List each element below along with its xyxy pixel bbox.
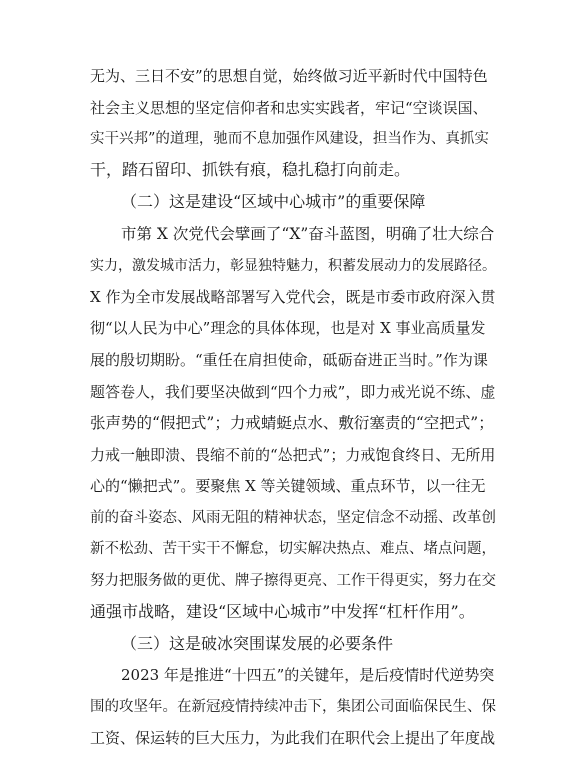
section-heading: （三）这是破冰突围谋发展的必要条件: [121, 634, 394, 653]
paragraph-line: 干，踏石留印、抓铁有痕，稳扎稳打向前走。: [90, 160, 411, 179]
paragraph-line: 通强市战略，建设“区域中心城市”中发挥“杠杆作用”。: [90, 602, 475, 621]
paragraph-line: 无为、三日不安”的思想自觉，始终做习近平新时代中国特色: [90, 67, 488, 85]
paragraph-line: 实力，激发城市活力，彰显独特魅力，积蓄发展动力的发展路径。: [90, 258, 496, 274]
paragraph-line: 展的殷切期盼。“重任在肩担使命，砥砺奋进正当时。”作为课: [90, 351, 488, 369]
paragraph-line: 社会主义思想的坚定信仰者和忠实实践者，牢记“空谈误国、: [90, 99, 488, 117]
paragraph-line: X 作为全市发展战略部署写入党代会，既是市委市政府深入贯: [90, 288, 496, 306]
paragraph-line: 市第 X 次党代会擘画了“X”奋斗蓝图，明确了壮大综合: [121, 225, 495, 243]
paragraph-line: 围的攻坚年。在新冠疫情持续冲击下，集团公司面临保民生、保: [90, 699, 496, 715]
paragraph-line: 2023 年是推进“十四五”的关键年，是后疫情时代逆势突: [121, 666, 495, 684]
paragraph-line: 彻“以人民为中心”理念的具体体现，也是对 X 事业高质量发: [90, 319, 486, 337]
paragraph-line: 张声势的“假把式”；力戒蜻蜓点水、敷衍塞责的“空把式”；: [90, 414, 494, 432]
paragraph-line: 题答卷人，我们要坚决做到“四个力戒”，即力戒光说不练、虚: [90, 383, 496, 401]
paragraph-line: 心的“懒把式”。要聚焦 X 等关键领域、重点环节，以一往无: [90, 477, 486, 495]
paragraph-line: 实干兴邦”的道理，驰而不息加强作风建设，担当作为、真抓实: [90, 131, 489, 147]
paragraph-line: 新不松劲、苦干实干不懈怠，切实解决热点、难点、堵点问题，: [90, 541, 496, 557]
paragraph-line: 努力把服务做的更优、牌子擦得更亮、工作干得更实，努力在交: [90, 573, 496, 589]
section-heading: （二）这是建设“区域中心城市”的重要保障: [121, 192, 426, 211]
paragraph-line: 前的奋斗姿态、风雨无阻的精神状态，坚定信念不动摇、改革创: [90, 510, 496, 526]
paragraph-line: 力戒一触即溃、畏缩不前的“怂把式”；力戒饱食终日、无所用: [90, 446, 496, 464]
paragraph-line: 工资、保运转的巨大压力，为此我们在职代会上提出了年度战: [90, 729, 496, 747]
